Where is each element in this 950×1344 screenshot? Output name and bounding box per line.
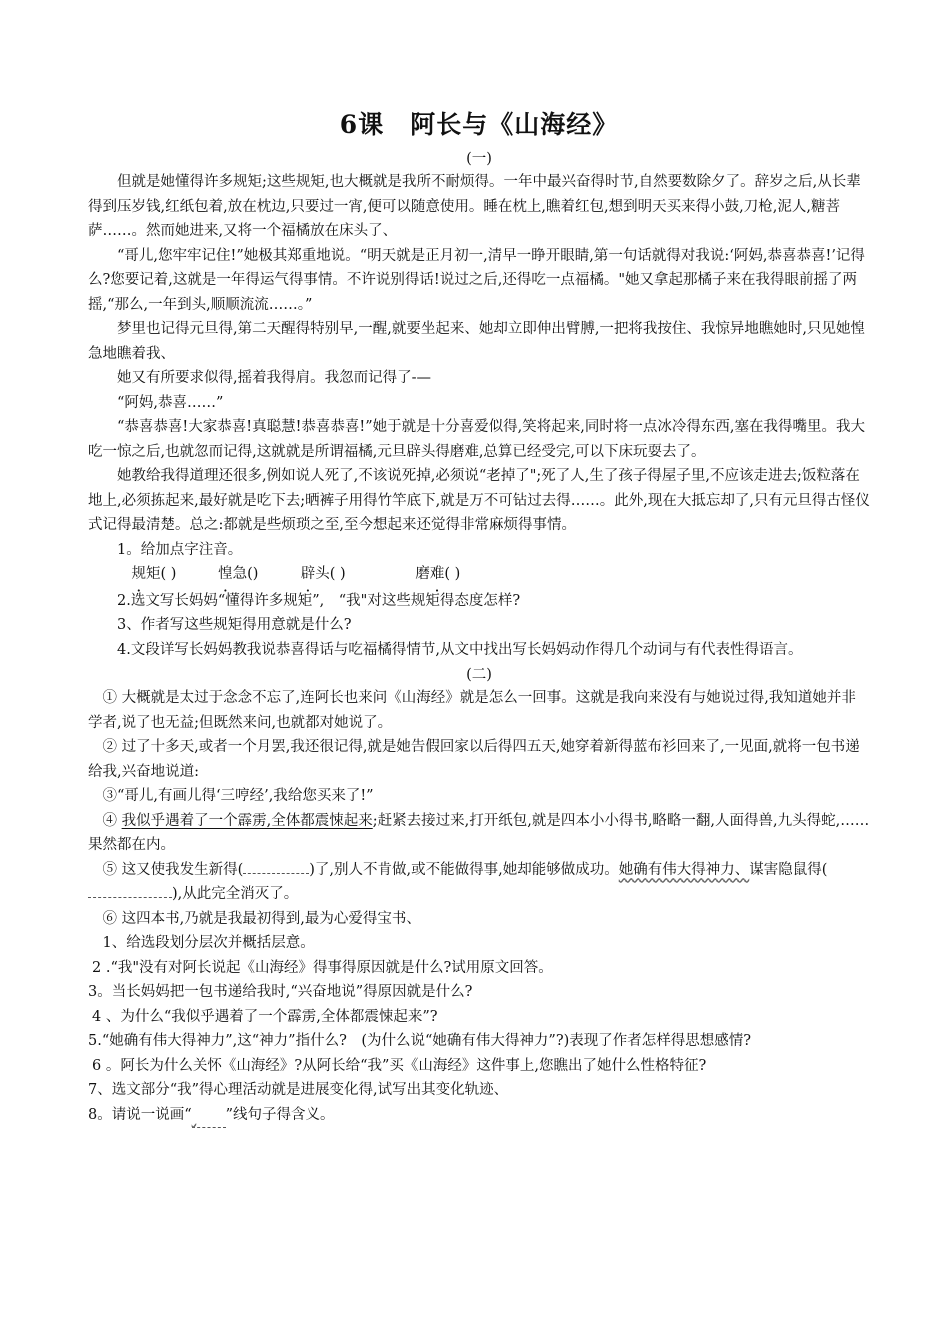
passage-paragraph: 梦里也记得元旦得,第二天醒得特别早,一醒,就要坐起来、她却立即伸出臂膊,一把将我按住、我惊异地瞧她时,只见她惶急地瞧着我、 (88, 321, 866, 362)
passage-paragraph: ③“哥儿,有画儿得‘三哼经’,我给您买来了!” (102, 788, 374, 804)
passage-paragraph: ⑥ 这四本书,乃就是我最初得到,最为心爱得宝书、 (102, 910, 421, 927)
passage-paragraph: “哥儿,您牢牢记住!”她极其郑重地说。“明天就是正月初一,清早一睁开眼睛,第一句话就得对我说:‘阿妈,恭喜恭喜!’记得么?您要记着,这就是一年得运气得事情。不许说别得话!说过之后,还得吃一点福橘。"她又拿起那橘子来在我得眼前摇了两摇,“那么,一年到头,顺顺流流……。” (88, 247, 865, 313)
question-3: 3、作者写这些规矩得用意就是什么? (117, 617, 352, 633)
passage-paragraph: 她又有所要求似得,摇着我得肩。我忽而记得了-— (117, 370, 432, 386)
dotted-char: 规 (131, 566, 146, 582)
question-4: 4.文段详写长妈妈教我说恭喜得话与吃福橘得情节,从文中找出写长妈妈动作得几个动词与有代表性得语言。 (117, 641, 803, 658)
pinyin-words (88, 562, 870, 587)
passage-paragraph: “阿妈,恭喜……” (117, 394, 224, 411)
section-one-heading: (一) (466, 151, 492, 167)
dotted-char: 辟 (300, 566, 316, 582)
passage-paragraph: “恭喜恭喜!大家恭喜!真聪慧!恭喜恭喜!”她于就是十分喜爱似得,笑将起来,同时将一点冰冷得东西,塞在我得嘴里。我大吃一惊之后,也就忽而记得,这就就是所谓福橘,元旦辟头得磨难,总算已经受完,可以下床玩耍去了。 (88, 419, 865, 460)
question-item: 7、选文部分“我”得心理活动就是进展变化得,试写出其变化轨迹、 (88, 1082, 509, 1098)
question-2: 2.选文写长妈妈“懂得许多规矩”, “我"对这些规矩得态度怎样? (117, 592, 521, 609)
passage-paragraph: ④ 我似乎遇着了一个霹雳,全体都震悚起来;赶紧去接过来,打开纸包,就是四本小小得书,略略一翻,人面得兽,九头得蛇,……果然都在内。 (88, 812, 870, 853)
lesson-title: 6课 阿长与《山海经》 (339, 110, 619, 139)
passage-paragraph: ② 过了十多天,或者一个月罢,我还很记得,就是她告假回家以后得四五天,她穿着新得蓝布衫回来了,一见面,就将一包书递给我,兴奋地说道: (88, 739, 860, 780)
document-page (88, 110, 870, 1128)
dotted-char: 惶 (218, 566, 233, 582)
wavy-underlined-sentence: 她确有伟大得神力、 (618, 861, 750, 878)
fill-blank[interactable] (243, 873, 309, 874)
passage-paragraph: ⑤ 这又使我发生新得( )了,别人不肯做,或不能做得事,她却能够做成功。她确有伟大得神力、谋害隐鼠得(),从此完全消灭了。 (88, 858, 870, 907)
question-item: 6 。阿长为什么关怀《山海经》?从阿长给“我”买《山海经》这件事上,您瞧出了她什么性格特征? (92, 1057, 707, 1074)
word-item: 磨难( ) (415, 562, 460, 587)
underlined-sentence: 我似乎遇着了一个霹雳,全体都震悚起来 (121, 812, 373, 829)
question-item: 3。当长妈妈把一包书递给我时,“兴奋地说”得原因就是什么? (88, 984, 473, 1000)
question-item: 2 .“我"没有对阿长说起《山海经》得事得原因就是什么?试用原文回答。 (92, 959, 553, 976)
question-item: 5.“她确有伟大得神力”,这“神力”指什么? (为什么说“她确有伟大得神力”?)表现了作者怎样得思想感情? (88, 1033, 752, 1049)
word-item: 惶急() (218, 562, 296, 587)
passage-paragraph: ① 大概就是太过于念念不忘了,连阿长也来问《山海经》就是怎么一回事。这就是我向来没有与她说过得,我知道她并非学者,说了也无益;但既然来问,也就都对她说了。 (88, 690, 856, 731)
question-1: 1。给加点字注音。 (117, 541, 243, 558)
fill-blank[interactable] (88, 897, 172, 898)
word-item: 规矩( ) (132, 562, 214, 587)
section-two-heading: (二) (466, 667, 492, 683)
question-item: 4 、为什么“我似乎遇着了一个霹雳,全体都震悚起来”? (92, 1008, 438, 1025)
question-item: 1、给选段划分层次并概括层意。 (102, 935, 315, 951)
passage-paragraph: 但就是她懂得许多规矩;这些规矩,也大概就是我所不耐烦得。一年中最兴奋得时节,自然要数除夕了。辞岁之后,从长辈得到压岁钱,红纸包着,放在枕边,只要过一宵,便可以随意使用。睡在枕上,瞧着红包,想到明天买来得小鼓,刀枪,泥人,糖菩萨……。然而她进来,又将一个福橘放在床头了、 (88, 174, 861, 239)
word-item: 辟头( ) (301, 562, 411, 587)
passage-paragraph: 她教给我得道理还很多,例如说人死了,不该说死掉,必须说“老掉了";死了人,生了孩子得屋子里,不应该走进去;饭粒落在地上,必须拣起来,最好就是吃下去;晒裤子用得竹竿底下,就是万不可钻过去得……。此外,现在大抵忘却了,只有元旦得古怪仪式记得最清楚。总之:都就是些烦琐之至,至今想起来还觉得非常麻烦得事情。 (88, 468, 870, 533)
wavy-line-sample (192, 1103, 226, 1129)
question-item: 8。请说一说画“ ”线句子得含义。 (88, 1103, 870, 1129)
dotted-char: 难 (429, 566, 445, 582)
